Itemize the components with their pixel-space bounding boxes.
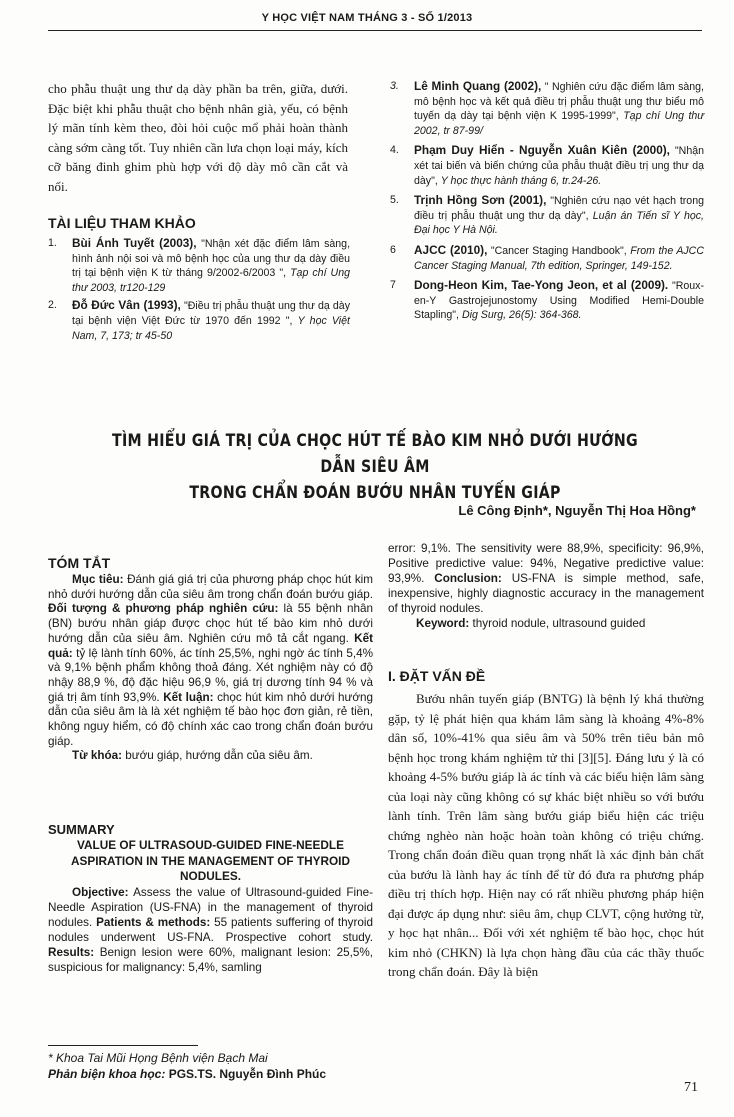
previous-article-conclusion: cho phẫu thuật ung thư dạ dày phần ba trên, giữa, dưới. Đặc biệt khi phẫu thuật cho bệnh nhân già, yếu, có bệnh lý mãn tính kèm theo, đòi hỏi cuộc mổ phải hoàn thành càng sớm càng tốt. Tuy nhiên cần lưa chọn loại máy, kích cỡ băng đinh ghim phù hợp với độ dày mô cần cắt và nối. (48, 81, 348, 194)
references-left-column (48, 236, 350, 343)
reference-item (390, 243, 704, 273)
reference-source: From the AJCC Cancer Staging Manual, 7th edition, Springer, 149-152. (414, 244, 704, 272)
reference-number: 1. (48, 237, 57, 249)
results-text: tỷ lệ lành tính 60%, ác tính 25,5%, nghi ngờ ác tính 5,4% và 9,1% bệnh phẩm không thoả đáng. Xét nghiệm này có độ nhậy 88,9 %, độ đặc hiệu 96,9 %, giá trị dương tính 94 % và giá trị âm tính 93,9%. (48, 646, 373, 704)
objective-label: Objective: (72, 886, 129, 899)
results-label: Kết quả: (48, 631, 373, 660)
reference-text: "Điều trị phẫu thuật ung thư dạ dày tại bệnh viện Việt Đức từ 1970 đến 1992 ", (72, 300, 351, 327)
results-label: Results: (48, 945, 95, 959)
reference-number: 2. (48, 299, 57, 312)
page-number: 71 (684, 1080, 698, 1095)
conclusion-label: Conclusion: (434, 571, 502, 585)
reference-item (390, 193, 704, 238)
article-title-line: TÌM HIỂU GIÁ TRỊ CỦA CHỌC HÚT TẾ BÀO KIM NHỎ DƯỚI HƯỚNG DẪN SIÊU ÂM (112, 431, 638, 476)
reference-source: Y học Việt Nam, 7, 173; tr 45-50 (72, 314, 350, 342)
keywords-text: bướu giáp, hướng dẫn của siêu âm. (122, 749, 313, 763)
reference-text: "Nhận xét đặc điểm lâm sàng, hình ảnh nội soi và mô bệnh học của ung thư dạ dày điều trị tại bệnh viện K từ tháng 9/2002-6/2003 ", (72, 238, 351, 280)
reference-source: Tạp chí Ung thư 2003, tr120-129 (72, 267, 350, 294)
conclusion-text: chọc hút kim nhỏ dưới hướng dẫn của siêu âm là là xét nghiệm tế bào học đơn giản, rẻ tiền, không nguy hiểm, có độ chính xác cao trong chẩn đoán bướu giáp. (48, 690, 374, 748)
reference-text: "Nghiên cứu nạo vét hạch trong điều trị phẫu thuật ung thư dạ dày", (414, 195, 704, 222)
conclusion-text: US-FNA is simple method, safe, inexpensive, highly diagnostic accuracy in the management of thyroid nodules. (388, 571, 704, 615)
reference-text: "Nhận xét tai biến và biến chứng của phẫu thuật điều trị ung thư dạ dày", (414, 145, 705, 187)
reference-author: Phạm Duy Hiển - Nguyễn Xuân Kiên (2000), (414, 143, 670, 158)
references-heading: TÀI LIỆU THAM KHẢO (48, 215, 196, 231)
reference-number: 3. (390, 80, 399, 92)
reference-number: 7 (390, 279, 396, 292)
references-right-column (390, 79, 704, 323)
keywords-label: Từ khóa: (72, 749, 123, 763)
article-title (94, 428, 656, 506)
reference-author: AJCC (2010), (414, 242, 488, 257)
article-authors: Lê Công Định*, Nguyễn Thị Hoa Hồng* (458, 503, 696, 518)
reference-source: Dig Surg, 26(5): 364-368. (461, 309, 582, 322)
reference-text: "Roux-en-Y Gastrojejunostomy Using Modified Hemi-Double Stapling", (414, 280, 705, 322)
reference-item (390, 143, 704, 188)
objective-text: Đánh giá giá trị của phương pháp chọc hút kim nhỏ dưới hướng dẫn của siêu âm trong chẩn đoán bướu giáp. (48, 573, 373, 601)
objective-text: Assess the value of Ultrasound-guided Fine-Needle Aspiration (US-FNA) in the management of thyroid nodules. (48, 886, 373, 929)
results-text: Benign lesion were 60%, malignant lesion: 25,5%, suspicious for malignancy: 5,4%, samling (48, 945, 373, 974)
keywords-text: thyroid nodule, ultrasound guided (469, 616, 646, 630)
reviewer-label: Phản biện khoa học: (48, 1067, 166, 1081)
abstract-vn-body (48, 573, 373, 764)
reference-author: Dong-Heon Kim, Tae-Yong Jeon, et al (2009). (414, 278, 669, 293)
footnote-rule (48, 1045, 198, 1046)
author-affiliation: * Khoa Tai Mũi Họng Bệnh viện Bạch Mai (48, 1051, 268, 1065)
reference-number: 4. (390, 144, 399, 157)
results-text-continued: error: 9,1%. The sensitivity were 88,9%, specificity: 96,9%, Positive predictive value: 94%, Negative predictive value: 93,9%. (388, 542, 704, 585)
reference-number: 6 (390, 243, 396, 256)
conclusion-label: Kết luận: (163, 690, 214, 704)
reference-source: Y học thực hành tháng 6, tr.24-26. (440, 174, 602, 187)
objective-label: Mục tiêu: (72, 573, 124, 586)
header-rule (48, 30, 702, 31)
reference-number: 5. (390, 194, 399, 207)
reference-author: Trịnh Hồng Sơn (2001), (414, 193, 547, 208)
keywords-label: Keyword: (416, 616, 470, 630)
reference-author: Bùi Ánh Tuyết (2003), (72, 236, 197, 250)
reference-item (390, 79, 704, 138)
methods-label: Patients & methods: (96, 915, 211, 929)
introduction-body: Bướu nhân tuyến giáp (BNTG) là bệnh lý khá thường gặp, tỷ lệ phát hiện qua khám lâm sàng là khoảng 4%-8% dân số, 10%-41% qua siêu âm và 50% trên tiêu bản mô bệnh học trong khám nghiệm tử thi [3][5]. Đáng lưu ý là có khoảng 4-5% bướu giáp là ác tính và các biểu hiện lâm sàng của loại này cũng không có sự khác biệt nhiều so với bướu lành tính. Trên lâm sàng bướu giáp biểu hiện các triệu chứng nghèo nàn hoặc hoàn toàn không có triệu chứng. Trong chẩn đoán điều quan trọng nhất là xác định bản chất của bướu là lành hay ác tính để từ đó đưa ra phương pháp điều trị thích hợp. Hiện nay có rất nhiều phương pháp hiện đại được áp dụng như: siêu âm, chụp CLVT, cộng hưởng từ, y học hạt nhân... Đối với xét nghiệm tế bào học, chọc hút kim nhỏ (CHKN) là lựa chọn hàng đầu của các thầy thuốc trong chẩn đoán. Đây là biện (388, 691, 704, 979)
abstract-en-continuation (388, 542, 704, 631)
reference-item (48, 298, 350, 343)
introduction-heading: I. ĐẶT VẤN ĐỀ (388, 668, 486, 684)
reference-item (390, 278, 704, 323)
reference-author: Đỗ Đức Vân (1993), (72, 298, 181, 313)
running-header: Y HỌC VIỆT NAM THÁNG 3 - SỐ 1/2013 (261, 12, 473, 24)
methods-text: là 55 bệnh nhân (BN) bướu nhân giáp được chọc hút tế bào kim nhỏ dưới hướng dẫn của siêu âm. Nghiên cứu mô tả cắt ngang. (48, 602, 373, 645)
reference-source: Luận án Tiến sĩ Y học, Đại học Y Hà Nội. (414, 209, 704, 237)
reference-text: " Nghiên cứu đặc điểm lâm sàng, mô bệnh học và kết quả điều trị phẫu thuật ung thư biểu mô tuyến dạ dày tại bệnh viện K 1995-1999", (414, 81, 704, 123)
footnotes (48, 1050, 326, 1082)
reference-item (48, 236, 350, 295)
article-title-line: TRONG CHẨN ĐOÁN BƯỚU NHÂN TUYẾN GIÁP (189, 483, 561, 502)
reviewer-name: PGS.TS. Nguyễn Đình Phúc (165, 1067, 327, 1081)
reference-source: Tạp chí Ung thư 2002, tr 87-99/ (414, 110, 704, 137)
abstract-en-body (48, 886, 373, 975)
summary-title: VALUE OF ULTRASOUD-GUIDED FINE-NEEDLE ASPIRATION IN THE MANAGEMENT OF THYROID NODULES. (71, 838, 350, 883)
summary-heading: SUMMARY (48, 822, 115, 837)
reference-author: Lê Minh Quang (2002), (414, 79, 542, 93)
methods-label: Đối tượng & phương pháp nghiên cứu: (48, 602, 279, 616)
abstract-vn-heading: TÓM TẮT (48, 555, 111, 571)
reference-text: "Cancer Staging Handbook", (487, 244, 631, 257)
methods-text: 55 patients suffering of thyroid nodules underwent US-FNA. Prospective cohort study. (48, 915, 373, 944)
